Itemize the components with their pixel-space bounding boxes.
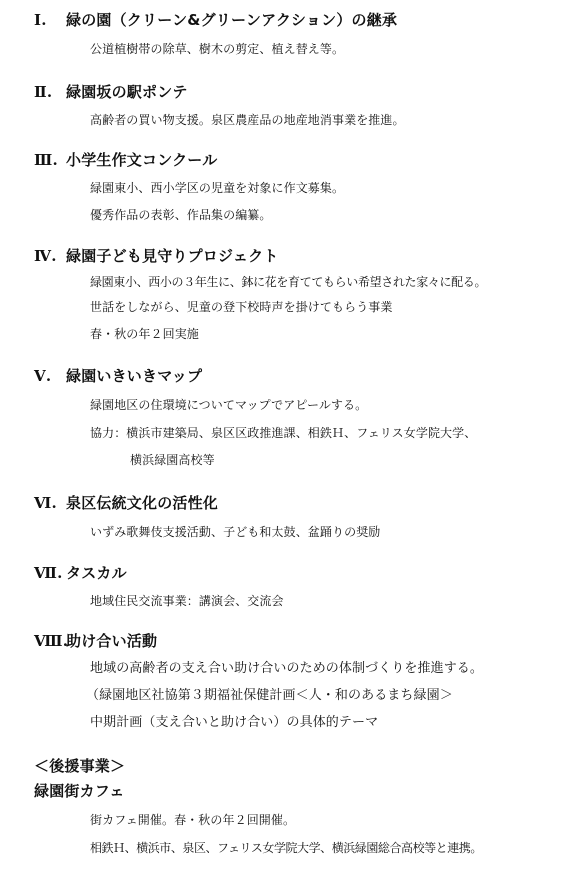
section-8-line-2: （緑園地区社協第３期福祉保健計画＜人・和のあるまち緑園＞ — [86, 688, 453, 703]
section-3-line-1: 緑園東小、西小学区の児童を対象に作文募集。 — [90, 181, 345, 195]
section-3-heading — [34, 153, 217, 168]
section-3-line-2: 優秀作品の表彰、作品集の編纂。 — [90, 208, 272, 222]
section-7-line-1: 地域住民交流事業：講演会、交流会 — [90, 594, 284, 608]
section-4-title: 緑園子ども見守りプロジェクト — [66, 247, 279, 265]
section-5-line-3: 横浜緑園高校等 — [130, 453, 215, 467]
section-1-line-1: 公道植樹帯の除草、樹木の剪定、植え替え等。 — [90, 42, 345, 56]
support-heading: ＜後援事業＞ — [34, 757, 126, 775]
section-7-numeral: Ⅶ. — [34, 564, 63, 582]
section-1-title: 緑の園（クリーン&グリーンアクション）の継承 — [66, 11, 398, 29]
section-8-heading — [34, 634, 157, 649]
section-6-title: 泉区伝統文化の活性化 — [66, 494, 219, 512]
section-5-line-2: 協力：横浜市建築局、泉区区政推進課、相鉄Ｈ、フェリス女学院大学、 — [90, 426, 477, 440]
section-6-heading — [34, 496, 218, 511]
section-4-line-1: 緑園東小、西小の３年生に、鉢に花を育ててもらい希望された家々に配る。 — [90, 275, 487, 289]
support-title: 緑園街カフェ — [34, 782, 125, 800]
section-2-numeral: Ⅱ. — [34, 83, 53, 101]
section-6-line-1: いずみ歌舞伎支援活動、子ども和太鼓、盆踊りの奨励 — [90, 525, 381, 539]
section-2-title: 緑園坂の駅ポンテ — [66, 83, 188, 101]
section-8-line-1: 地域の高齢者の支え合い助け合いのための体制づくりを推進する。 — [90, 661, 484, 676]
section-4-numeral: Ⅳ. — [34, 247, 57, 265]
section-4-line-3: 春・秋の年２回実施 — [90, 327, 199, 341]
section-3-numeral: Ⅲ. — [34, 151, 58, 169]
section-8-numeral: Ⅷ. — [34, 632, 69, 650]
section-4-line-2: 世話をしながら、児童の登下校時声を掛けてもらう事業 — [90, 300, 393, 314]
section-5-numeral: Ⅴ. — [34, 367, 52, 385]
section-8-title: 助け合い活動 — [66, 632, 158, 650]
section-5-title: 緑園いきいきマップ — [66, 367, 203, 385]
section-2-line-1: 高齢者の買い物支援。泉区農産品の地産地消事業を推進。 — [90, 113, 405, 127]
section-6-numeral: Ⅵ. — [34, 494, 57, 512]
support-line-1: 街カフェ開催。春・秋の年２回開催。 — [90, 813, 296, 827]
section-7-heading — [34, 566, 127, 581]
section-1-numeral: Ⅰ. — [34, 11, 47, 29]
section-8-line-3: 中期計画（支え合いと助け合い）の具体的テーマ — [90, 715, 379, 730]
support-line-2: 相鉄Ｈ、横浜市、泉区、フェリス女学院大学、横浜緑園総合高校等と連携。 — [90, 841, 482, 855]
section-5-line-1: 緑園地区の住環境についてマップでアピールする。 — [90, 398, 368, 412]
section-2-heading — [34, 85, 188, 100]
section-3-title: 小学生作文コンクール — [66, 151, 218, 169]
section-1-heading — [34, 13, 397, 28]
section-5-heading — [34, 369, 202, 384]
section-7-title: タスカル — [66, 564, 127, 582]
section-4-heading — [34, 249, 279, 264]
